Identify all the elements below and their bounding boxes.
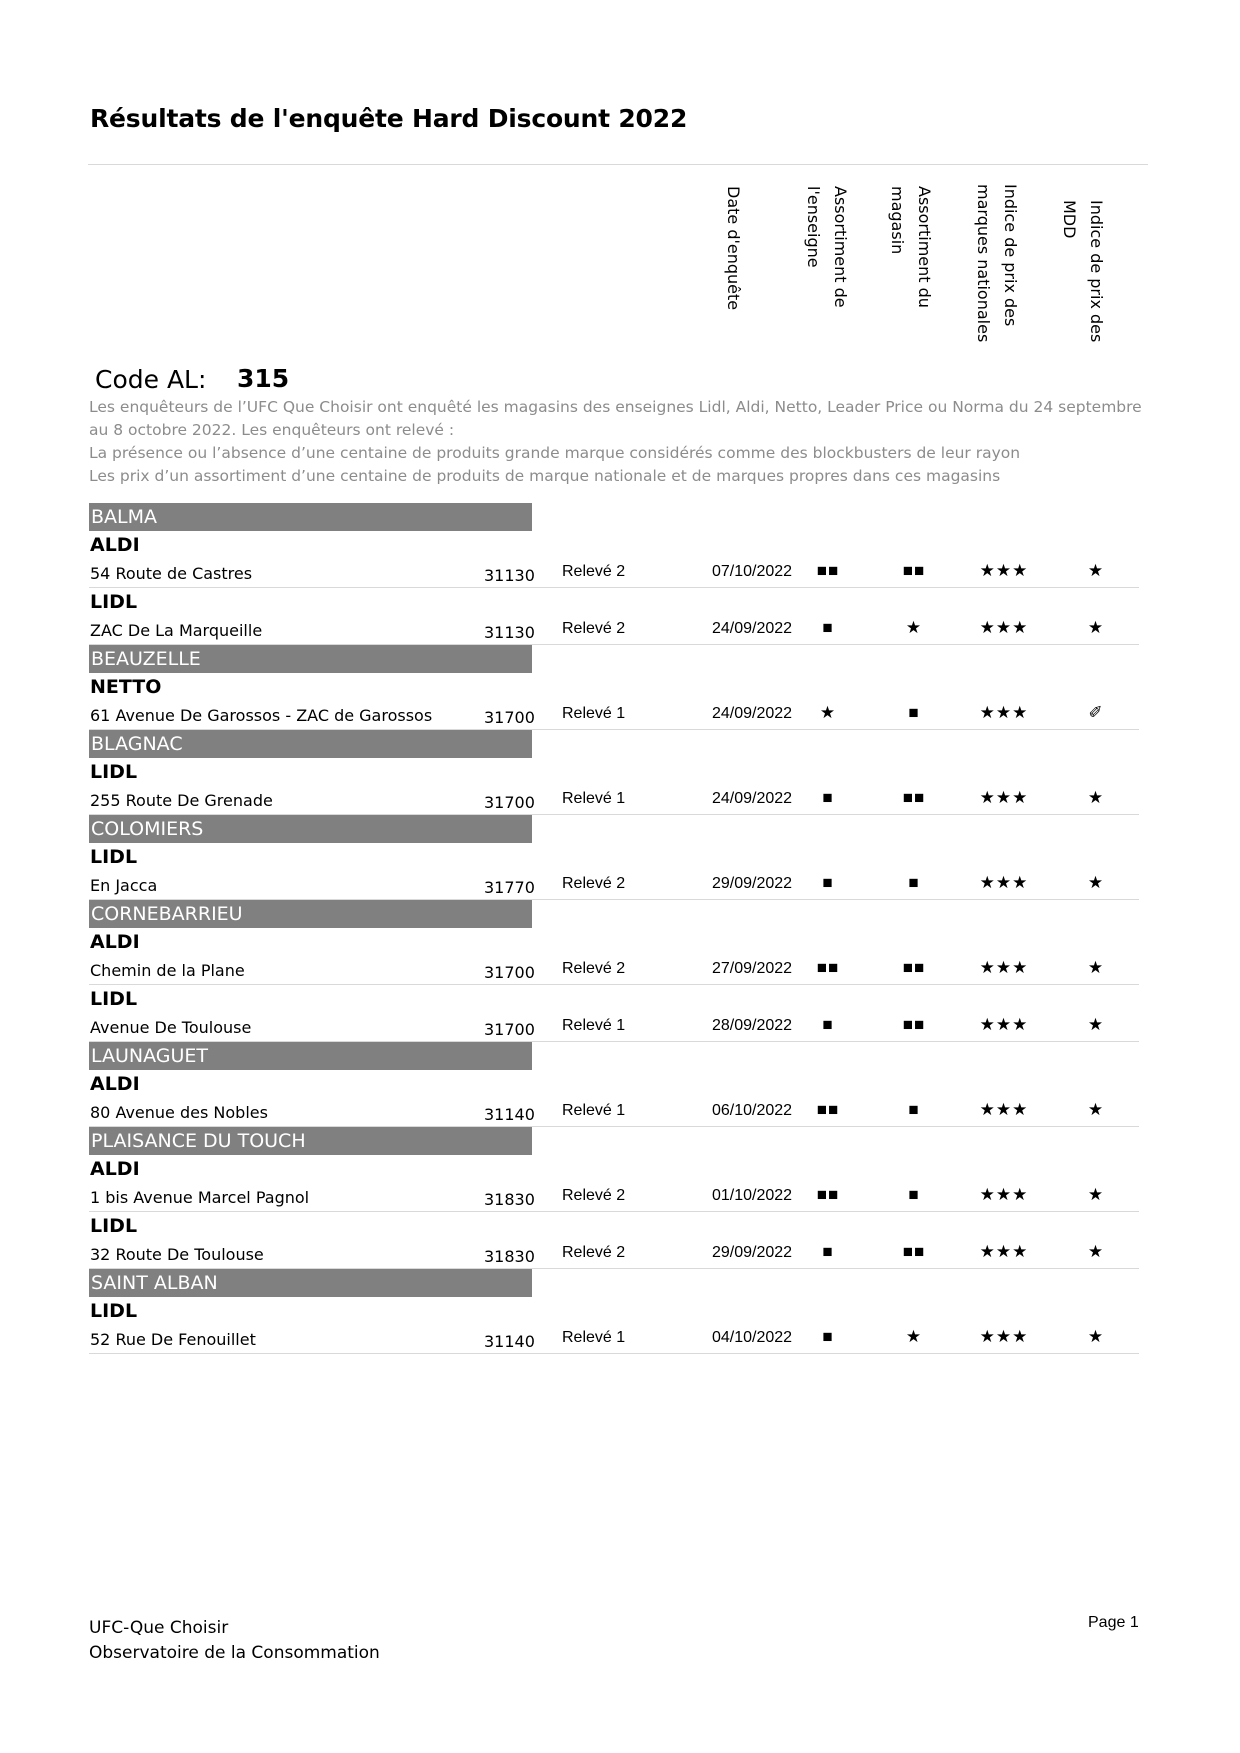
store-address: 255 Route De Grenade [90, 791, 273, 810]
row-divider [89, 587, 1139, 588]
city-header: BALMA [89, 503, 532, 531]
intro-paragraph: Les enquêteurs de l’UFC Que Choisir ont enquêté les magasins des enseignes Lidl, Aldi, Netto, Leader Price ou Norma du 24 septembre au 8 octobre 2022. Les enquêteurs ont relevé : [89, 398, 1142, 439]
store-brand: ALDI [90, 931, 140, 953]
rating-assortiment-enseigne: ■ [822, 873, 834, 892]
store-releve: Relevé 2 [562, 563, 626, 580]
rating-indice-marques-nationales: ★★★ [979, 958, 1029, 977]
store-postcode: 31700 [484, 1020, 535, 1039]
city-header: SAINT ALBAN [89, 1269, 532, 1297]
rating-assortiment-magasin: ■■ [902, 1015, 926, 1034]
rating-assortiment-magasin: ★ [905, 618, 923, 637]
store-survey-date: 24/09/2022 [712, 705, 793, 722]
rating-indice-marques-nationales: ★★★ [979, 1015, 1029, 1034]
store-brand: ALDI [90, 1073, 140, 1095]
store-brand: LIDL [90, 1215, 138, 1237]
rating-indice-mdd: ✐ [1088, 703, 1104, 722]
store-postcode: 31130 [484, 623, 535, 642]
store-survey-date: 27/09/2022 [712, 960, 793, 977]
rating-assortiment-magasin: ■■ [902, 958, 926, 977]
column-header-indice-marques-nationales: Indice de prix des marques nationales [974, 184, 1020, 343]
store-row [0, 873, 1240, 899]
store-releve: Relevé 2 [562, 1187, 626, 1204]
page-title: Résultats de l'enquête Hard Discount 2022 [90, 104, 688, 133]
store-address: Chemin de la Plane [90, 961, 245, 980]
store-postcode: 31770 [484, 878, 535, 897]
footer-organization [89, 1616, 380, 1666]
footer-org-name: UFC-Que Choisir [89, 1618, 229, 1638]
store-row [0, 1242, 1240, 1268]
city-header: CORNEBARRIEU [89, 900, 532, 928]
store-row [0, 561, 1240, 587]
rating-indice-marques-nationales: ★★★ [979, 788, 1029, 807]
store-releve: Relevé 1 [562, 705, 626, 722]
store-survey-date: 04/10/2022 [712, 1329, 793, 1346]
column-header-assortiment-enseigne: Assortiment de l'enseigne [804, 186, 850, 308]
intro-bullet-presence: La présence ou l’absence d’une centaine de produits grande marque considérés comme des blockbusters de leur rayon [89, 444, 1021, 462]
row-divider [89, 984, 1139, 985]
store-address: 80 Avenue des Nobles [90, 1103, 268, 1122]
store-postcode: 31130 [484, 566, 535, 585]
store-address: En Jacca [90, 876, 158, 895]
store-brand: ALDI [90, 1158, 140, 1180]
rating-assortiment-magasin: ★ [905, 1327, 923, 1346]
store-row [0, 1100, 1240, 1126]
rating-indice-marques-nationales: ★★★ [979, 561, 1029, 580]
store-row [0, 1015, 1240, 1041]
store-brand: NETTO [90, 676, 162, 698]
rating-assortiment-enseigne: ■ [822, 788, 834, 807]
store-postcode: 31700 [484, 793, 535, 812]
store-address: 1 bis Avenue Marcel Pagnol [90, 1188, 310, 1207]
city-header: BEAUZELLE [89, 645, 532, 673]
store-brand: LIDL [90, 761, 138, 783]
rating-indice-mdd: ★ [1087, 1242, 1105, 1261]
rating-indice-mdd: ★ [1087, 1185, 1105, 1204]
column-header-date: Date d'enquête [724, 186, 743, 311]
store-postcode: 31830 [484, 1190, 535, 1209]
store-address: Avenue De Toulouse [90, 1018, 252, 1037]
store-postcode: 31830 [484, 1247, 535, 1266]
rating-indice-mdd: ★ [1087, 618, 1105, 637]
city-header: COLOMIERS [89, 815, 532, 843]
store-survey-date: 24/09/2022 [712, 790, 793, 807]
store-releve: Relevé 1 [562, 790, 626, 807]
store-brand: LIDL [90, 988, 138, 1010]
rating-indice-marques-nationales: ★★★ [979, 618, 1029, 637]
store-postcode: 31140 [484, 1332, 535, 1351]
rating-assortiment-magasin: ■■ [902, 1242, 926, 1261]
store-postcode: 31700 [484, 963, 535, 982]
code-value: 315 [237, 364, 290, 393]
store-survey-date: 06/10/2022 [712, 1102, 793, 1119]
rating-indice-mdd: ★ [1087, 1015, 1105, 1034]
store-brand: LIDL [90, 846, 138, 868]
store-releve: Relevé 2 [562, 960, 626, 977]
rating-assortiment-magasin: ■ [908, 873, 920, 892]
store-releve: Relevé 2 [562, 875, 626, 892]
store-row [0, 1185, 1240, 1211]
city-header: PLAISANCE DU TOUCH [89, 1127, 532, 1155]
store-postcode: 31140 [484, 1105, 535, 1124]
rating-assortiment-enseigne: ■■ [816, 1185, 840, 1204]
store-row [0, 618, 1240, 644]
rating-assortiment-enseigne: ■■ [816, 1100, 840, 1119]
rating-assortiment-magasin: ■ [908, 1185, 920, 1204]
rating-indice-mdd: ★ [1087, 788, 1105, 807]
store-brand: ALDI [90, 534, 140, 556]
page-number: Page 1 [1088, 1614, 1139, 1631]
store-survey-date: 29/09/2022 [712, 1244, 793, 1261]
store-survey-date: 29/09/2022 [712, 875, 793, 892]
rating-indice-marques-nationales: ★★★ [979, 703, 1029, 722]
store-releve: Relevé 1 [562, 1329, 626, 1346]
store-survey-date: 28/09/2022 [712, 1017, 793, 1034]
rating-indice-marques-nationales: ★★★ [979, 1327, 1029, 1346]
rating-indice-marques-nationales: ★★★ [979, 873, 1029, 892]
store-row [0, 703, 1240, 729]
store-survey-date: 24/09/2022 [712, 620, 793, 637]
rating-indice-marques-nationales: ★★★ [979, 1100, 1029, 1119]
rating-indice-mdd: ★ [1087, 958, 1105, 977]
rating-indice-mdd: ★ [1087, 873, 1105, 892]
store-address: 52 Rue De Fenouillet [90, 1330, 256, 1349]
rating-assortiment-magasin: ■ [908, 1100, 920, 1119]
store-releve: Relevé 2 [562, 620, 626, 637]
row-divider [89, 1211, 1139, 1212]
store-brand: LIDL [90, 591, 138, 613]
store-address: 54 Route de Castres [90, 564, 253, 583]
row-divider [89, 1353, 1139, 1354]
rating-indice-marques-nationales: ★★★ [979, 1242, 1029, 1261]
rating-assortiment-enseigne: ■ [822, 1242, 834, 1261]
store-row [0, 958, 1240, 984]
rating-assortiment-enseigne: ■ [822, 618, 834, 637]
store-address: 32 Route De Toulouse [90, 1245, 264, 1264]
store-releve: Relevé 1 [562, 1017, 626, 1034]
rating-assortiment-magasin: ■ [908, 703, 920, 722]
code-label: Code AL: [95, 365, 207, 394]
rating-assortiment-magasin: ■■ [902, 561, 926, 580]
rating-assortiment-enseigne: ■■ [816, 958, 840, 977]
rating-assortiment-magasin: ■■ [902, 788, 926, 807]
store-postcode: 31700 [484, 708, 535, 727]
column-header-indice-mdd: Indice de prix des MDD [1060, 200, 1106, 343]
rating-indice-mdd: ★ [1087, 561, 1105, 580]
city-header: BLAGNAC [89, 730, 532, 758]
rating-assortiment-enseigne: ■ [822, 1327, 834, 1346]
store-row [0, 788, 1240, 814]
store-survey-date: 01/10/2022 [712, 1187, 793, 1204]
store-address: 61 Avenue De Garossos - ZAC de Garossos [90, 706, 433, 725]
footer-org-subtitle: Observatoire de la Consommation [89, 1643, 380, 1663]
rating-assortiment-enseigne: ■ [822, 1015, 834, 1034]
intro-bullet-prices: Les prix d’un assortiment d’une centaine de produits de marque nationale et de marques propres dans ces magasins [89, 467, 1001, 485]
store-row [0, 1327, 1240, 1353]
rating-indice-marques-nationales: ★★★ [979, 1185, 1029, 1204]
store-survey-date: 07/10/2022 [712, 563, 793, 580]
column-header-assortiment-magasin: Assortiment du magasin [888, 186, 934, 308]
store-releve: Relevé 1 [562, 1102, 626, 1119]
rating-indice-mdd: ★ [1087, 1327, 1105, 1346]
rating-assortiment-enseigne: ★ [819, 703, 837, 722]
store-brand: LIDL [90, 1300, 138, 1322]
rating-indice-mdd: ★ [1087, 1100, 1105, 1119]
city-header: LAUNAGUET [89, 1042, 532, 1070]
store-address: ZAC De La Marqueille [90, 621, 263, 640]
rating-assortiment-enseigne: ■■ [816, 561, 840, 580]
store-releve: Relevé 2 [562, 1244, 626, 1261]
